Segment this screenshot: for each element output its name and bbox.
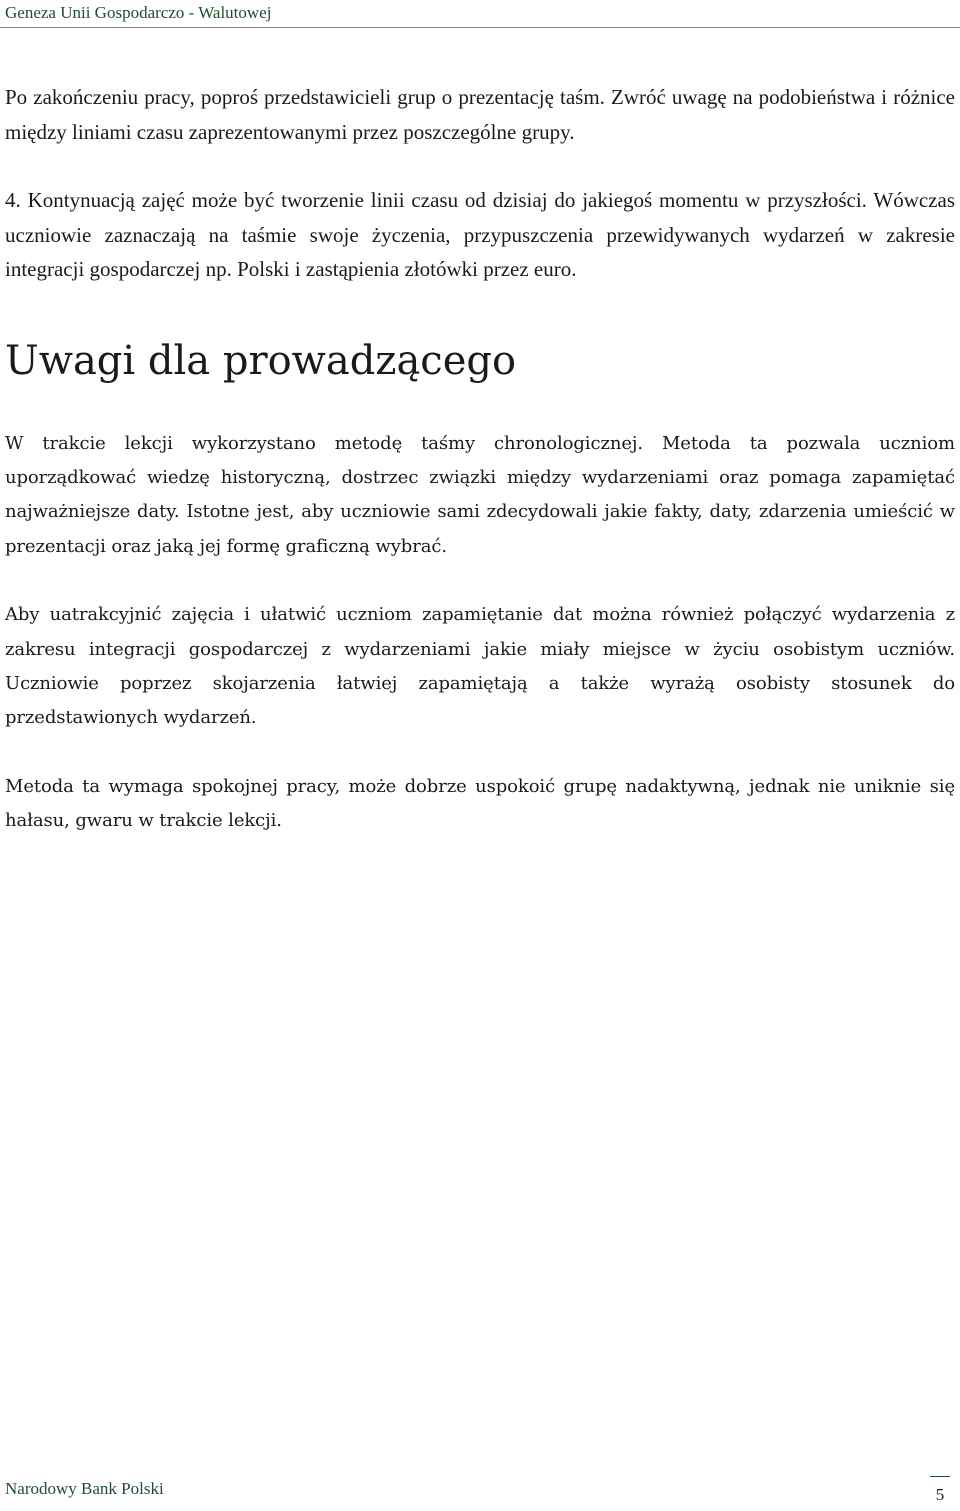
page-header bbox=[0, 0, 960, 28]
intro-paragraph-1: Po zakończeniu pracy, poproś przedstawicieli grup o prezentację taśm. Zwróć uwagę na podobieństwa i różnice między liniami czasu zaprezentowanymi przez poszczególne grupy. bbox=[5, 85, 955, 144]
intro-paragraph-2: 4. Kontynuacją zajęć może być tworzenie linii czasu od dzisiaj do jakiegoś momentu w przyszłości. Wówczas uczniowie zaznaczają na taśmie swoje życzenia, przypuszczenia przewidywanych wydarzeń w zakresie integracji gospodarczej np. Polski i zastąpienia złotówki przez euro. bbox=[5, 188, 955, 281]
page-number: 5 bbox=[930, 1476, 950, 1505]
footer-publisher: Narodowy Bank Polski bbox=[5, 1479, 164, 1498]
section-heading: Uwagi dla prowadzącego bbox=[5, 337, 517, 384]
page-content bbox=[5, 80, 955, 839]
body-paragraph-3: Metoda ta wymaga spokojnej pracy, może dobrze uspokoić grupę nadaktywną, jednak nie uniknie się hałasu, gwaru w trakcie lekcji. bbox=[5, 775, 955, 832]
header-divider bbox=[0, 27, 960, 28]
body-paragraph-1: W trakcie lekcji wykorzystano metodę taśmy chronologicznej. Metoda ta pozwala uczniom uporządkować wiedzę historyczną, dostrzec związki między wydarzeniami oraz pomaga zapamiętać najważniejsze daty. Istotne jest, aby uczniowie sami zdecydowali jakie fakty, daty, zdarzenia umieścić w prezentacji oraz jaką jej formę graficzną wybrać. bbox=[5, 432, 955, 557]
header-title: Geneza Unii Gospodarczo - Walutowej bbox=[5, 3, 272, 22]
body-paragraph-2: Aby uatrakcyjnić zajęcia i ułatwić uczniom zapamiętanie dat można również połączyć wydarzenia z zakresu integracji gospodarczej z wydarzeniami jakie miały miejsce w życiu osobistym uczniów. Uczniowie poprzez skojarzenia łatwiej zapamiętają a także wyrażą osobisty stosunek do przedstawionych wydarzeń. bbox=[5, 604, 955, 729]
